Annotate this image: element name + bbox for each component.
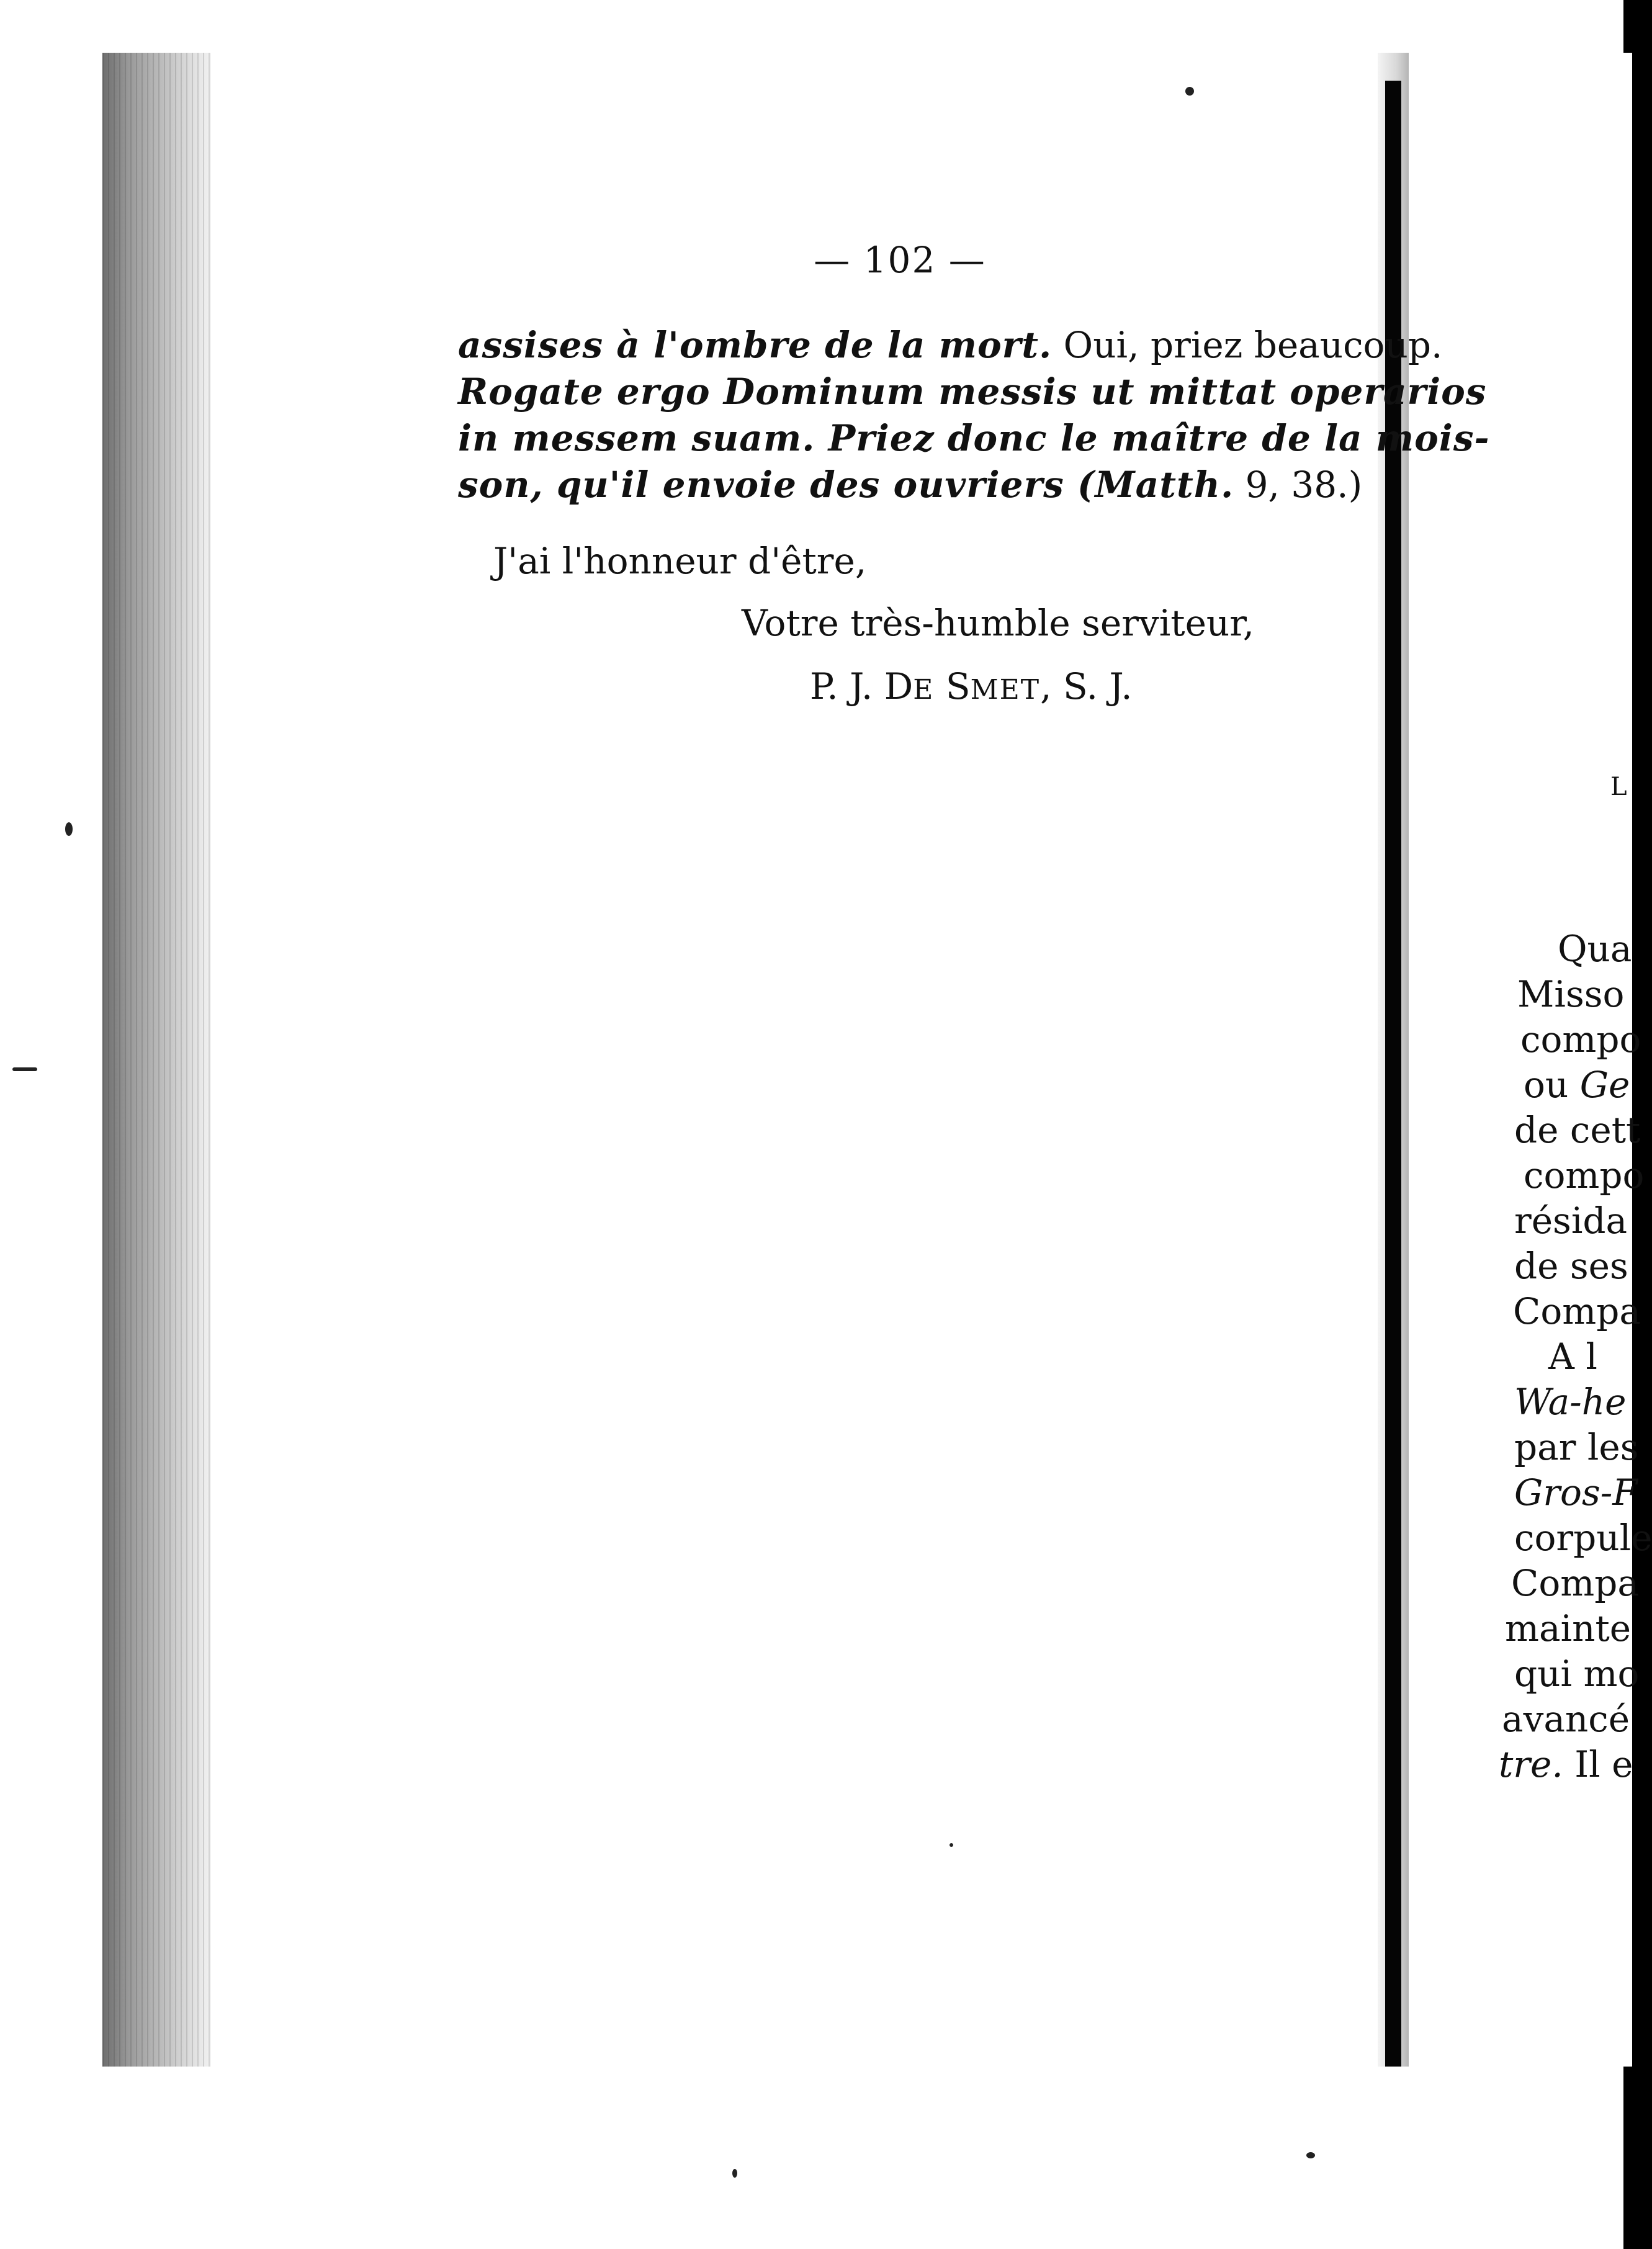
right-line-6: compo [1524,1154,1645,1196]
signature-smet-cap: S [945,665,971,707]
right-line-16: mainte [1505,1607,1632,1650]
right-line-10: A l [1548,1335,1597,1378]
right-line-18: avancé [1502,1698,1630,1740]
right-line-15: Compa [1511,1562,1640,1604]
salutation: J'ai l'honneur d'être, [493,540,867,582]
right-line-12: par les [1514,1426,1639,1468]
signature-suffix: , S. J. [1040,665,1133,707]
right-line-8: de ses [1514,1245,1628,1287]
signature-de-rest: E [913,674,935,706]
right-line-2: Misso [1517,973,1625,1015]
scan-speck [65,822,73,836]
right-line-19: tre. Il e [1499,1743,1633,1785]
signature-smet-rest: MET [970,674,1041,706]
right-line-17: qui mo [1514,1653,1640,1695]
right-line-7: résida [1514,1200,1628,1242]
right-line-1: Qua [1558,928,1632,970]
right-line-4: ou Ge [1524,1064,1630,1106]
scan-bottom-border [0,2082,1623,2249]
signature-initials: P. J. [810,665,884,707]
right-line-13: Gros-F [1514,1471,1638,1514]
right-page-heading-fragment: L [1610,773,1627,801]
right-page [1421,53,1652,2067]
body-line-2 [458,369,1487,414]
right-line-5: de cett [1514,1109,1641,1151]
scan-speck [1306,2152,1315,2158]
scan-speck [949,1843,953,1847]
right-line-3: compo [1520,1018,1641,1061]
body-line-1-roman: Oui, priez beaucoup. [1052,324,1443,366]
scan-speck [12,1067,37,1071]
right-line-11: Wa-he [1514,1381,1627,1423]
right-line-14: corpule [1514,1517,1652,1559]
body-line-4-italic: son, qu'il envoie des ouvriers (Matth. [458,464,1234,506]
book-page-edge-texture [102,53,211,2067]
body-line-1 [458,323,1443,367]
closing-line: Votre très-humble serviteur, [742,602,1255,644]
signature-de-cap: D [884,665,914,707]
right-line-9: Compa [1513,1290,1641,1332]
body-line-4 [458,462,1363,507]
body-line-4-roman: 9, 38.) [1234,464,1363,506]
scan-speck [732,2169,737,2178]
body-line-3 [458,416,1490,460]
signature [810,665,1133,707]
page-number: — 102 — [814,239,986,281]
body-line-1-italic: assises à l'ombre de la mort. [458,324,1053,366]
body-line-2-italic: Rogate ergo Dominum messis ut mittat operarios [458,370,1487,413]
body-line-3-italic: in messem suam. Priez donc le maître de la mois- [458,417,1490,459]
scan-speck [1185,87,1194,96]
